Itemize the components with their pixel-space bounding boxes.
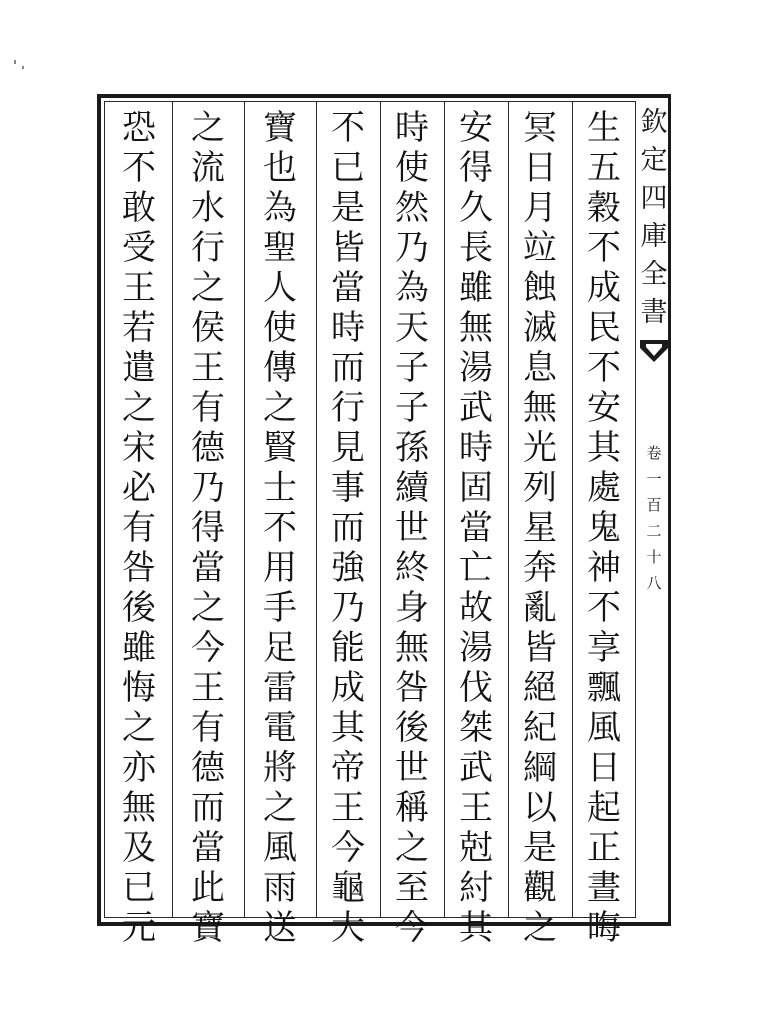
column-rule (508, 101, 509, 918)
text-char: 竝 (523, 228, 557, 268)
title-char: 庫 (640, 221, 668, 252)
text-char: 日 (587, 748, 621, 788)
text-char: 不 (587, 588, 621, 628)
text-char: 有 (122, 508, 156, 548)
text-char: 蝕 (523, 268, 557, 308)
text-char: 此 (191, 868, 225, 908)
text-char: 今 (331, 828, 365, 868)
text-char: 息 (523, 348, 557, 388)
text-char: 宋 (122, 428, 156, 468)
text-char: 其 (331, 708, 365, 748)
text-char: 湯 (459, 348, 493, 388)
text-char: 皆 (523, 628, 557, 668)
scan-speck (22, 66, 24, 69)
text-char: 不 (331, 108, 365, 148)
text-char: 故 (459, 588, 493, 628)
text-char: 生 (587, 108, 621, 148)
text-char: 至 (395, 868, 429, 908)
text-char: 手 (263, 588, 297, 628)
text-char: 為 (263, 188, 297, 228)
text-char: 長 (459, 228, 493, 268)
text-char: 德 (191, 428, 225, 468)
text-char: 之 (191, 268, 225, 308)
text-char: 紀 (523, 708, 557, 748)
book-title (638, 104, 670, 332)
text-char: 尅 (459, 828, 493, 868)
text-column (321, 108, 375, 948)
text-char: 用 (263, 548, 297, 588)
text-char: 觀 (523, 868, 557, 908)
text-char: 奔 (523, 548, 557, 588)
title-char: 欽 (640, 107, 668, 138)
text-char: 王 (331, 788, 365, 828)
text-char: 而 (331, 508, 365, 548)
text-char: 龜 (331, 868, 365, 908)
text-char: 有 (191, 708, 225, 748)
text-char: 之 (191, 108, 225, 148)
text-char: 而 (191, 788, 225, 828)
text-char: 孫 (395, 428, 429, 468)
column-rule (316, 101, 317, 918)
volume-char: 十 (646, 548, 662, 566)
text-char: 也 (263, 148, 297, 188)
text-char: 已 (122, 868, 156, 908)
text-char: 當 (331, 268, 365, 308)
column-rule (444, 101, 445, 918)
text-char: 得 (459, 148, 493, 188)
column-rule (244, 101, 245, 918)
text-char: 民 (587, 308, 621, 348)
text-char: 送 (263, 908, 297, 948)
text-char: 使 (395, 148, 429, 188)
text-char: 時 (331, 308, 365, 348)
text-char: 安 (587, 388, 621, 428)
text-char: 天 (395, 308, 429, 348)
text-char: 之 (523, 908, 557, 948)
text-char: 咎 (395, 668, 429, 708)
text-char: 雨 (263, 868, 297, 908)
column-rule (172, 101, 173, 918)
text-char: 士 (263, 468, 297, 508)
column-rule (572, 101, 573, 918)
text-char: 子 (395, 348, 429, 388)
text-char: 晝 (587, 868, 621, 908)
text-char: 風 (587, 708, 621, 748)
text-column (181, 108, 235, 948)
volume-char: 百 (646, 496, 662, 514)
text-char: 後 (122, 588, 156, 628)
scan-speck (14, 60, 16, 64)
text-char: 之 (122, 388, 156, 428)
text-char: 不 (587, 348, 621, 388)
text-char: 皆 (331, 228, 365, 268)
text-char: 星 (523, 508, 557, 548)
text-char: 起 (587, 788, 621, 828)
text-char: 受 (122, 228, 156, 268)
text-char: 月 (523, 188, 557, 228)
text-char: 終 (395, 548, 429, 588)
text-char: 之 (122, 708, 156, 748)
text-char: 王 (122, 268, 156, 308)
text-char: 正 (587, 828, 621, 868)
text-char: 稱 (395, 788, 429, 828)
volume-number (641, 440, 667, 596)
text-char: 為 (395, 268, 429, 308)
text-char: 武 (459, 748, 493, 788)
text-column (449, 108, 503, 948)
text-char: 無 (523, 388, 557, 428)
text-char: 亡 (459, 548, 493, 588)
text-char: 當 (191, 828, 225, 868)
text-char: 乃 (395, 228, 429, 268)
text-char: 紂 (459, 868, 493, 908)
text-char: 晦 (587, 908, 621, 948)
text-char: 足 (263, 628, 297, 668)
text-char: 聖 (263, 228, 297, 268)
text-char: 咎 (122, 548, 156, 588)
text-char: 鬼 (587, 508, 621, 548)
text-char: 王 (191, 668, 225, 708)
text-char: 雷 (263, 668, 297, 708)
text-char: 強 (331, 548, 365, 588)
text-char: 伐 (459, 668, 493, 708)
text-char: 列 (523, 468, 557, 508)
text-char: 成 (331, 668, 365, 708)
text-char: 遣 (122, 348, 156, 388)
text-char: 身 (395, 588, 429, 628)
text-char: 子 (395, 388, 429, 428)
text-char: 能 (331, 628, 365, 668)
text-char: 雖 (122, 628, 156, 668)
text-char: 武 (459, 388, 493, 428)
text-char: 恐 (122, 108, 156, 148)
text-char: 五 (587, 148, 621, 188)
text-char: 流 (191, 148, 225, 188)
text-char: 成 (587, 268, 621, 308)
text-char: 得 (191, 508, 225, 548)
text-char: 亦 (122, 748, 156, 788)
text-char: 享 (587, 628, 621, 668)
text-char: 元 (122, 908, 156, 948)
text-char: 大 (331, 908, 365, 948)
text-char: 賢 (263, 428, 297, 468)
text-char: 亂 (523, 588, 557, 628)
text-char: 光 (523, 428, 557, 468)
text-char: 安 (459, 108, 493, 148)
title-char: 定 (640, 145, 668, 176)
text-char: 絕 (523, 668, 557, 708)
text-char: 滅 (523, 308, 557, 348)
text-char: 敢 (122, 188, 156, 228)
text-char: 事 (331, 468, 365, 508)
text-char: 無 (459, 308, 493, 348)
text-char: 帝 (331, 748, 365, 788)
text-char: 飄 (587, 668, 621, 708)
text-char: 有 (191, 388, 225, 428)
text-char: 續 (395, 468, 429, 508)
text-char: 無 (122, 788, 156, 828)
text-char: 傳 (263, 348, 297, 388)
text-char: 其 (459, 908, 493, 948)
text-char: 當 (191, 548, 225, 588)
text-char: 今 (395, 908, 429, 948)
text-char: 桀 (459, 708, 493, 748)
text-column (577, 108, 631, 948)
volume-char: 一 (646, 470, 662, 488)
text-char: 之 (191, 588, 225, 628)
text-column (253, 108, 307, 948)
text-char: 雖 (459, 268, 493, 308)
text-char: 已 (331, 148, 365, 188)
text-char: 當 (459, 508, 493, 548)
volume-char: 二 (646, 522, 662, 540)
fishtail-mark-icon (638, 338, 670, 364)
text-char: 穀 (587, 188, 621, 228)
text-char: 久 (459, 188, 493, 228)
text-char: 見 (331, 428, 365, 468)
text-char: 電 (263, 708, 297, 748)
text-char: 後 (395, 708, 429, 748)
text-char: 不 (587, 228, 621, 268)
text-char: 冥 (523, 108, 557, 148)
text-char: 以 (523, 788, 557, 828)
title-char: 全 (640, 259, 668, 290)
text-char: 王 (191, 348, 225, 388)
text-char: 若 (122, 308, 156, 348)
text-column (513, 108, 567, 948)
text-char: 時 (395, 108, 429, 148)
title-char: 書 (640, 297, 668, 328)
text-char: 行 (191, 228, 225, 268)
text-char: 神 (587, 548, 621, 588)
text-char: 是 (331, 188, 365, 228)
volume-char: 卷 (646, 444, 662, 462)
text-char: 而 (331, 348, 365, 388)
text-char: 乃 (191, 468, 225, 508)
text-char: 日 (523, 148, 557, 188)
text-char: 世 (395, 748, 429, 788)
text-char: 處 (587, 468, 621, 508)
text-char: 將 (263, 748, 297, 788)
text-char: 人 (263, 268, 297, 308)
text-char: 今 (191, 628, 225, 668)
text-char: 之 (263, 388, 297, 428)
text-char: 固 (459, 468, 493, 508)
text-char: 必 (122, 468, 156, 508)
text-char: 寶 (263, 108, 297, 148)
text-char: 行 (331, 388, 365, 428)
text-char: 時 (459, 428, 493, 468)
text-char: 不 (122, 148, 156, 188)
text-char: 寶 (191, 908, 225, 948)
volume-char: 八 (646, 574, 662, 592)
text-column (385, 108, 439, 948)
text-char: 其 (587, 428, 621, 468)
text-char: 使 (263, 308, 297, 348)
text-char: 世 (395, 508, 429, 548)
text-char: 乃 (331, 588, 365, 628)
text-char: 德 (191, 748, 225, 788)
text-char: 無 (395, 628, 429, 668)
text-char: 及 (122, 828, 156, 868)
text-char: 是 (523, 828, 557, 868)
text-char: 侯 (191, 308, 225, 348)
text-char: 湯 (459, 628, 493, 668)
text-char: 然 (395, 188, 429, 228)
text-char: 風 (263, 828, 297, 868)
text-char: 之 (263, 788, 297, 828)
text-char: 水 (191, 188, 225, 228)
text-char: 綱 (523, 748, 557, 788)
column-rule (380, 101, 381, 918)
title-char: 四 (640, 183, 668, 214)
text-char: 之 (395, 828, 429, 868)
text-char: 王 (459, 788, 493, 828)
text-char: 不 (263, 508, 297, 548)
text-column (112, 108, 166, 948)
text-char: 悔 (122, 668, 156, 708)
